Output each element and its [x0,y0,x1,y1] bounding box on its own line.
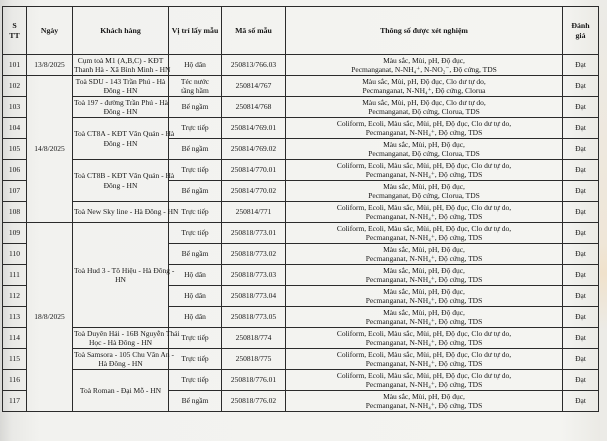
customer-line: HN [115,275,126,284]
row-params [286,244,563,265]
customer-cell [73,55,169,76]
location-line: Bể ngầm [181,249,209,259]
row-result: Đạt [563,76,599,97]
location-line: Hộ dân [184,270,206,280]
customer-line: Toà Samsora - 105 Chu Văn An - [74,349,174,359]
header-location: Vị trí lấy mẫu [169,7,222,55]
row-stt: 101 [3,55,27,76]
params-line: Pecmanganat, N-NH₄⁺, Độ cứng, TDS [365,338,483,347]
params-line: Coliform, Ecoli, Màu sắc, Mùi, pH, Độ đục, Clo dư tự do, [336,202,512,212]
row-stt: 103 [3,97,27,118]
row-sample-id: 250818/773.02 [222,244,286,265]
table-row [3,370,599,391]
row-stt: 106 [3,160,27,181]
params-line: Pecmanganat, Độ cứng, Clorua, TDS [368,107,480,116]
table-row [3,223,599,244]
row-sample-id: 250813/766.03 [222,55,286,76]
row-stt: 113 [3,307,27,328]
customer-line: Toà 197 - đường Trần Phú - Hà [74,97,168,107]
customer-line: Toà CT8A - KĐT Văn Quán - Hà [74,129,175,138]
customer-cell [73,328,180,349]
params-line: Pecmanganat, N-NH₄⁺, Độ cứng, TDS [365,380,483,389]
row-sample-id: 250818/773.05 [222,307,286,328]
row-sample-id: 250818/776.01 [222,370,286,391]
location-line: Hộ dân [184,291,206,301]
customer-line: Học - Hà Đông - HN [88,338,153,347]
table-row [3,55,599,76]
header-row [3,7,599,55]
customer-cell [73,97,169,118]
customer-cell [73,349,174,370]
params-line: Màu sắc, Mùi, pH, Độ đục, [383,307,465,317]
row-result: Đạt [563,202,599,223]
row-params [286,76,563,97]
row-stt: 104 [3,118,27,139]
params-line: Màu sắc, Mùi, pH, Độ đục, [383,265,465,275]
row-result: Đạt [563,118,599,139]
row-result: Đạt [563,55,599,76]
customer-line: Toà New Sky line - Hà Đông - HN [74,207,179,217]
row-stt: 112 [3,286,27,307]
customer-line: Toà Roman - Đại Mỗ - HN [79,385,162,395]
row-stt: 117 [3,391,27,412]
params-line: Màu sắc, Mùi, pH, Độ đục, Clo dư tự do, [362,97,486,107]
params-line: Pecmanganat, N-NH₄⁺, Độ cứng, TDS [365,275,483,284]
header-result [563,7,599,55]
location-line: Hộ dân [184,60,206,70]
location-line: Trực tiếp [181,123,209,133]
header-stt [3,7,27,55]
params-line: Pecmanganat, N-NH₄⁺, Độ cứng, Clorua [362,86,486,95]
row-location [169,223,222,244]
customer-cell [73,370,169,412]
row-sample-id: 250814/770.01 [222,160,286,181]
date-cell: 14/8/2025 [27,76,73,223]
customer-line: Toà Duyên Hải - 16B Nguyễn Thái [74,328,180,338]
header-customer: Khách hàng [73,7,169,55]
params-line: Pecmanganat, N-NH₄⁺, Độ cứng, TDS [365,128,483,137]
row-result: Đạt [563,265,599,286]
row-params [286,181,563,202]
params-line: Pecmanganat, N-NH₄⁺, Độ cứng, TDS [365,212,483,221]
row-result: Đạt [563,349,599,370]
params-line: Coliform, Ecoli, Màu sắc, Mùi, pH, Độ đục, Clo dư tự do, [336,118,512,128]
row-location [169,181,222,202]
row-result: Đạt [563,286,599,307]
customer-line: Toà Hud 3 - Tô Hiệu - Hà Đông - [74,265,175,275]
table-row [3,76,599,97]
row-result: Đạt [563,97,599,118]
location-line: Bể ngầm [181,396,209,406]
page-edge [600,0,607,441]
header-date: Ngày [27,7,73,55]
customer-line: Toà CT8B - KĐT Văn Quán - Hà [74,171,175,180]
row-sample-id: 250814/770.02 [222,181,286,202]
row-result: Đạt [563,328,599,349]
row-location [169,76,222,97]
row-location [169,118,222,139]
row-sample-id: 250814/771 [222,202,286,223]
location-line: tầng hầm [181,86,209,95]
customer-line: Đông - HN [103,107,138,116]
row-params [286,223,563,244]
row-sample-id: 250818/773.04 [222,286,286,307]
params-line: Màu sắc, Mùi, pH, Độ đục, [383,139,465,149]
params-line: Coliform, Ecoli, Màu sắc, Mùi, pH, Độ đục, Clo dư tự do, [336,370,512,380]
row-location [169,286,222,307]
location-line: Bể ngầm [181,102,209,112]
params-line: Pecmanganat, Độ cứng, Clorua, TDS [368,191,480,200]
params-line: Coliform, Ecoli, Màu sắc, Mùi, pH, Độ đục, Clo dư tự do, [336,349,512,359]
location-line: Téc nước [180,76,210,86]
params-line: Pecmanganat, N-NH₄⁺, Độ cứng, TDS [365,359,483,368]
customer-line: Toà SDU - 143 Trần Phú - Hà [75,76,166,86]
header-sample-id: Mã số mẫu [222,7,286,55]
row-location [169,349,222,370]
row-location [169,370,222,391]
header-stt-line: S [12,20,17,30]
table-row [3,202,599,223]
row-sample-id: 250814/769.01 [222,118,286,139]
row-params [286,160,563,181]
row-params [286,55,563,76]
customer-cell [73,160,175,202]
row-sample-id: 250814/767 [222,76,286,97]
params-line: Màu sắc, Mùi, pH, Độ đục, [383,244,465,254]
params-line: Pecmanganat, Độ cứng, Clorua, TDS [368,149,480,158]
customer-line: Hà Đông - HN [98,359,143,368]
customer-line: Thanh Hà - Xã Bình Minh - HN [74,65,171,74]
row-result: Đạt [563,181,599,202]
row-sample-id: 250818/776.02 [222,391,286,412]
row-result: Đạt [563,391,599,412]
params-line: Pecmanganat, N-NH₄⁺, Độ cứng, TDS [365,254,483,263]
params-line: Pecmanganat, N-NH₄⁺, Độ cứng, TDS [365,296,483,305]
row-sample-id: 250818/773.03 [222,265,286,286]
row-stt: 116 [3,370,27,391]
row-params [286,328,563,349]
params-line: Pecmanganat, N-NH₄⁺, Độ cứng, TDS [365,170,483,179]
row-location [169,97,222,118]
location-line: Bể ngầm [181,186,209,196]
row-stt: 115 [3,349,27,370]
header-stt-line: TT [9,30,20,40]
row-sample-id: 250814/769.02 [222,139,286,160]
row-params [286,391,563,412]
header-params: Thông số được xét nghiệm [286,7,563,55]
table-row [3,118,599,139]
params-line: Coliform, Ecoli, Màu sắc, Mùi, pH, Độ đục, Clo dư tự do, [336,328,512,338]
row-params [286,307,563,328]
row-location [169,244,222,265]
params-line: Pecmanganat, N-NH₄⁺, Độ cứng, TDS [365,233,483,242]
row-sample-id: 250814/768 [222,97,286,118]
row-location [169,55,222,76]
params-line: Màu sắc, Mùi, pH, Độ đục, [383,181,465,191]
row-stt: 114 [3,328,27,349]
row-stt: 111 [3,265,27,286]
table-row [3,349,599,370]
row-stt: 107 [3,181,27,202]
location-line: Trực tiếp [181,207,209,217]
row-sample-id: 250818/774 [222,328,286,349]
location-line: Trực tiếp [181,228,209,238]
row-params [286,97,563,118]
row-params [286,265,563,286]
params-line: Pecmanganat, N-NH₄⁺, Độ cứng, TDS [365,401,483,410]
row-result: Đạt [563,307,599,328]
location-line: Trực tiếp [181,333,209,343]
location-line: Trực tiếp [181,375,209,385]
customer-cell [73,223,175,328]
table-row [3,328,599,349]
location-line: Trực tiếp [181,165,209,175]
location-line: Bể ngầm [181,144,209,154]
test-results-table [2,6,599,412]
params-line: Pecmanganat, N-NH₄⁺, Độ cứng, TDS [365,317,483,326]
table-row [3,97,599,118]
row-stt: 108 [3,202,27,223]
params-line: Pecmanganat, N-NH₄⁺, N-NO₂⁻, Độ cứng, TDS [351,65,497,74]
row-params [286,370,563,391]
row-stt: 109 [3,223,27,244]
params-line: Màu sắc, Mùi, pH, Độ đục, [383,391,465,401]
params-line: Màu sắc, Mùi, pH, Độ đục, [383,55,465,65]
location-line: Trực tiếp [181,354,209,364]
header-result-line: Đánh [571,20,590,30]
params-line: Coliform, Ecoli, Màu sắc, Mùi, pH, Độ đục, Clo dư tự do, [336,223,512,233]
row-params [286,286,563,307]
customer-line: Đông - HN [103,180,138,190]
row-result: Đạt [563,244,599,265]
row-sample-id: 250818/775 [222,349,286,370]
row-location [169,307,222,328]
row-location [169,391,222,412]
customer-cell [73,202,179,223]
date-cell: 18/8/2025 [27,223,73,412]
header-result-line: giá [575,30,586,40]
row-params [286,118,563,139]
row-result: Đạt [563,139,599,160]
params-line: Coliform, Ecoli, Màu sắc, Mùi, pH, Độ đục, Clo dư tự do, [336,160,512,170]
row-result: Đạt [563,370,599,391]
params-line: Màu sắc, Mùi, pH, Độ đục, Clo dư tự do, [362,76,486,86]
table-row [3,160,599,181]
customer-line: Đông - HN [103,138,138,148]
row-result: Đạt [563,223,599,244]
row-result: Đạt [563,160,599,181]
customer-line: Đông - HN [103,86,138,95]
row-location [169,160,222,181]
row-sample-id: 250818/773.01 [222,223,286,244]
row-location [169,265,222,286]
customer-cell [73,118,175,160]
row-params [286,202,563,223]
params-line: Màu sắc, Mùi, pH, Độ đục, [383,286,465,296]
customer-cell [73,76,169,97]
location-line: Hộ dân [184,312,206,322]
date-cell: 13/8/2025 [27,55,73,76]
row-params [286,139,563,160]
row-location [169,139,222,160]
row-stt: 105 [3,139,27,160]
row-stt: 110 [3,244,27,265]
customer-line: Cụm toà M1 (A,B,C) - KĐT [77,55,164,65]
row-stt: 102 [3,76,27,97]
row-params [286,349,563,370]
